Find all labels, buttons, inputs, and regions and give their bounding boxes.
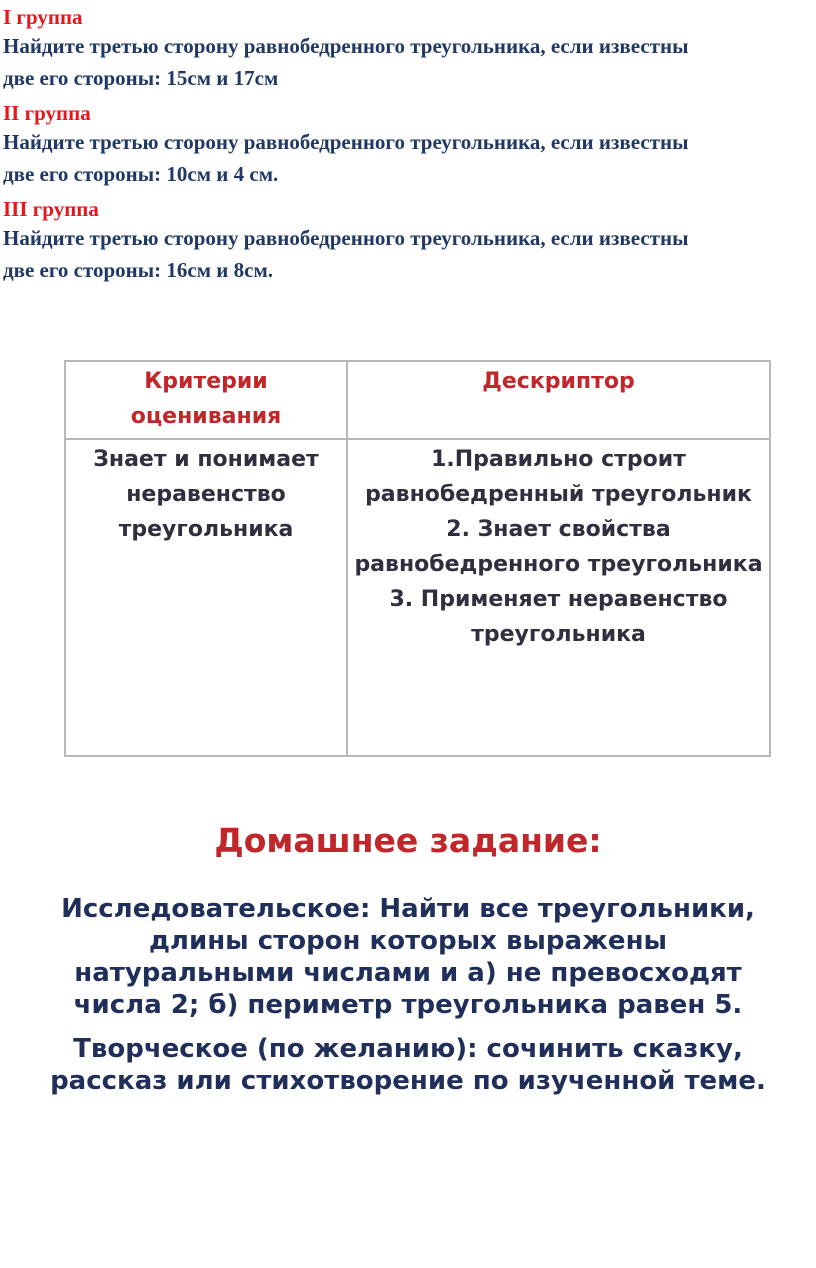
header-criteria-line: Критерии	[144, 369, 268, 394]
homework-creative	[40, 1033, 776, 1097]
homework-title: Домашнее задание:	[214, 821, 602, 860]
descriptor-line: треугольника	[471, 622, 646, 647]
descriptor-line: 2. Знает свойства	[446, 517, 671, 542]
header-descriptor	[348, 364, 769, 399]
table-row-divider	[66, 438, 769, 440]
group-3	[3, 196, 813, 286]
criteria-line: Знает и понимает	[93, 447, 319, 472]
descriptor-cell	[348, 442, 769, 652]
criteria-cell	[66, 442, 346, 547]
research-line: натуральными числами и а) не превосходят	[74, 958, 742, 988]
header-descriptor-label: Дескриптор	[482, 369, 635, 394]
descriptor-line: 3. Применяет неравенство	[389, 587, 728, 612]
creative-line: рассказ или стихотворение по изученной теме.	[50, 1066, 766, 1096]
descriptor-line: 1.Правильно строит	[431, 447, 686, 472]
header-criteria-line: оценивания	[130, 404, 282, 429]
assessment-table	[64, 360, 771, 757]
group-1	[3, 4, 813, 94]
criteria-line: треугольника	[118, 517, 294, 542]
homework-research	[40, 893, 776, 1021]
group-1-title: I группа	[3, 5, 83, 29]
group-3-title: III группа	[3, 197, 99, 221]
group-2	[3, 100, 813, 190]
criteria-line: неравенство	[126, 482, 286, 507]
group-2-task-line-1: Найдите третью сторону равнобедренного треугольника, если известны	[3, 130, 689, 154]
research-line: длины сторон которых выражены	[148, 926, 668, 956]
group-2-task-line-2: две его стороны: 10см и 4 см.	[3, 162, 279, 186]
creative-line: Творческое (по желанию): сочинить сказку,	[73, 1034, 743, 1064]
group-2-title: II группа	[3, 101, 91, 125]
group-tasks	[3, 4, 813, 292]
group-3-task-line-2: две его стороны: 16см и 8см.	[3, 258, 273, 282]
group-3-task-line-1: Найдите третью сторону равнобедренного треугольника, если известны	[3, 226, 689, 250]
descriptor-line: равнобедренного треугольника	[354, 552, 763, 577]
research-line: числа 2; б) периметр треугольника равен 5.	[73, 990, 743, 1020]
header-criteria	[66, 364, 346, 434]
group-1-task-line-1: Найдите третью сторону равнобедренного треугольника, если известны	[3, 34, 689, 58]
group-1-task-line-2: две его стороны: 15см и 17см	[3, 66, 279, 90]
descriptor-line: равнобедренный треугольник	[365, 482, 752, 507]
research-line: Исследовательское: Найти все треугольники,	[61, 894, 755, 924]
